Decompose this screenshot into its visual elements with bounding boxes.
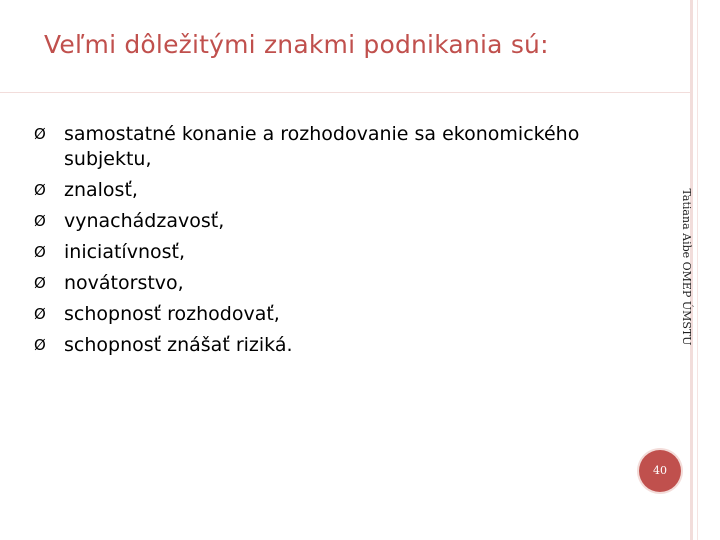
arrow-bullet-icon: Ø <box>34 212 46 230</box>
bullet-text-2: znalosť, <box>64 179 138 201</box>
bullet-item-1 <box>34 122 634 172</box>
bullet-text-7: schopnosť znášať riziká. <box>64 334 293 356</box>
bullet-text-5: novátorstvo, <box>64 272 184 294</box>
bullet-item-5 <box>34 271 634 296</box>
bullet-text-6: schopnosť rozhodovať, <box>64 303 280 325</box>
bullet-item-3 <box>34 209 634 234</box>
arrow-bullet-icon: Ø <box>34 125 46 143</box>
bullet-item-7 <box>34 333 634 358</box>
title-divider <box>0 92 690 93</box>
arrow-bullet-icon: Ø <box>34 336 46 354</box>
bullet-item-6 <box>34 302 634 327</box>
arrow-bullet-icon: Ø <box>34 181 46 199</box>
bullet-item-2 <box>34 178 634 203</box>
right-decorative-rule-inner <box>697 0 698 540</box>
arrow-bullet-icon: Ø <box>34 243 46 261</box>
bullet-text-3: vynachádzavosť, <box>64 210 225 232</box>
slide-title: Veľmi dôležitými znakmi podnikania sú: <box>44 30 549 59</box>
bullet-list <box>34 122 634 364</box>
bullet-text-1: samostatné konanie a rozhodovanie sa ekonomického subjektu, <box>64 123 580 170</box>
page-number-badge: 40 <box>639 450 681 492</box>
arrow-bullet-icon: Ø <box>34 274 46 292</box>
bullet-text-4: iniciatívnosť, <box>64 241 185 263</box>
bullet-item-4 <box>34 240 634 265</box>
arrow-bullet-icon: Ø <box>34 305 46 323</box>
vertical-footer-caption: Tatiana Aibe OMEP ÚMSTU <box>680 188 693 346</box>
